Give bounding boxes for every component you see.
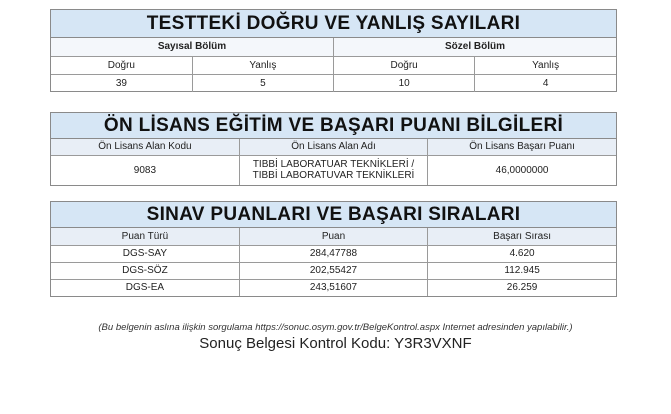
alan-adi-line1: TIBBİ LABORATUAR TEKNİKLERİ /: [252, 159, 415, 171]
alan-adi-header: Ön Lisans Alan Adı: [239, 139, 427, 155]
control-code: Sonuç Belgesi Kontrol Kodu: Y3R3VXNF: [199, 335, 472, 352]
puan-cell: 202,55427: [239, 262, 427, 279]
table-row: [51, 279, 616, 296]
verification-note: (Bu belgenin aslına ilişkin sorgulama https://sonuc.osym.gov.tr/BelgeKontrol.aspx Internet adresinden yapılabilir.): [98, 322, 573, 333]
puan-cell: 243,51607: [239, 279, 427, 296]
basari-sirasi-cell: 112.945: [428, 262, 616, 279]
sayisal-section-header: Sayısal Bölüm: [51, 38, 334, 56]
puan-header: Puan: [239, 228, 427, 245]
exam-scores-title: SINAV PUANLARI VE BAŞARI SIRALARI: [51, 202, 616, 228]
onlisans-title: ÖN LİSANS EĞİTİM VE BAŞARI PUANI BİLGİLERİ: [51, 113, 616, 139]
sozel-dogru-value: 10: [334, 74, 475, 92]
sayisal-yanlis-header: Yanlış: [192, 56, 333, 74]
alan-adi-line2: TIBBİ LABORATUVAR TEKNİKLERİ: [252, 170, 415, 182]
basari-puani-value: 46,0000000: [428, 155, 616, 185]
table-row: [51, 245, 616, 262]
onlisans-section: [50, 112, 617, 186]
test-counts-section: [50, 9, 617, 92]
alan-kodu-value: 9083: [51, 155, 239, 185]
puan-turu-header: Puan Türü: [51, 228, 239, 245]
test-counts-table: [51, 38, 616, 92]
exam-scores-section: [50, 201, 617, 297]
sayisal-yanlis-value: 5: [192, 74, 333, 92]
exam-scores-table: [51, 228, 616, 296]
puan-cell: 284,47788: [239, 245, 427, 262]
puan-turu-cell: DGS-SAY: [51, 245, 239, 262]
basari-sirasi-cell: 26.259: [428, 279, 616, 296]
basari-sirasi-header: Başarı Sırası: [428, 228, 616, 245]
test-counts-title: TESTTEKİ DOĞRU VE YANLIŞ SAYILARI: [51, 10, 616, 38]
sayisal-dogru-header: Doğru: [51, 56, 192, 74]
puan-turu-cell: DGS-SÖZ: [51, 262, 239, 279]
basari-puani-header: Ön Lisans Başarı Puanı: [428, 139, 616, 155]
sozel-yanlis-header: Yanlış: [475, 56, 616, 74]
alan-adi-value: [239, 155, 427, 185]
sozel-dogru-header: Doğru: [334, 56, 475, 74]
sozel-yanlis-value: 4: [475, 74, 616, 92]
sayisal-dogru-value: 39: [51, 74, 192, 92]
onlisans-table: [51, 139, 616, 185]
basari-sirasi-cell: 4.620: [428, 245, 616, 262]
sozel-section-header: Sözel Bölüm: [334, 38, 617, 56]
puan-turu-cell: DGS-EA: [51, 279, 239, 296]
table-row: [51, 262, 616, 279]
alan-kodu-header: Ön Lisans Alan Kodu: [51, 139, 239, 155]
